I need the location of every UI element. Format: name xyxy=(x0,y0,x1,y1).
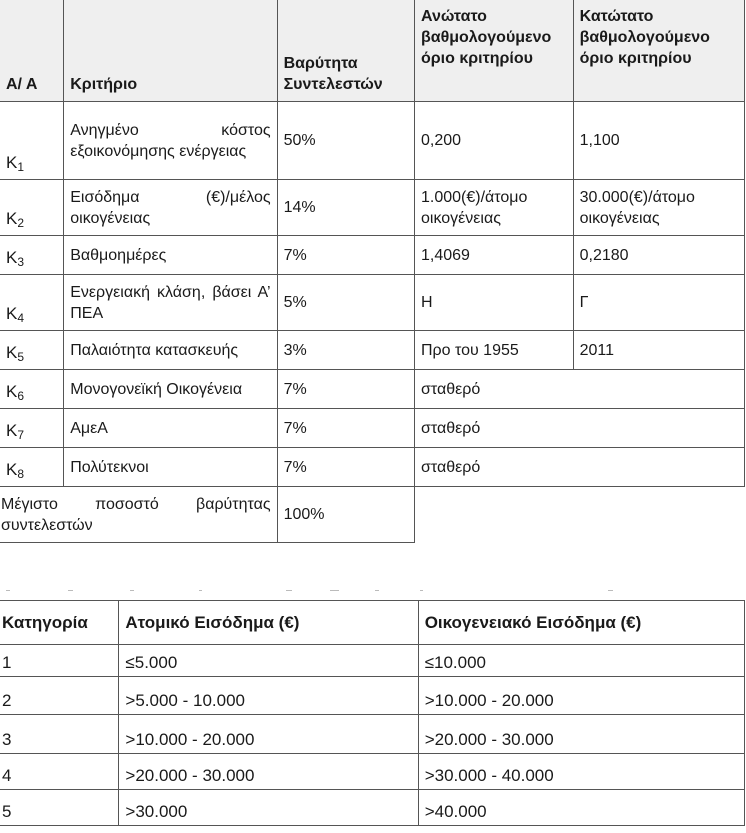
criteria-row xyxy=(0,331,745,370)
criterion-upper: 1,4069 xyxy=(414,236,573,275)
criterion-weight: 3% xyxy=(277,331,414,370)
criterion-fixed: σταθερό xyxy=(414,370,744,409)
criterion-id: $K_2$ xyxy=(0,180,64,236)
criterion-upper: 0,200 xyxy=(414,102,573,180)
criterion-lower: 0,2180 xyxy=(573,236,744,275)
income-category: 3 xyxy=(0,715,119,754)
header-id: Α/ Α xyxy=(0,0,64,102)
criteria-row xyxy=(0,275,745,331)
income-category: 2 xyxy=(0,677,119,715)
income-row xyxy=(0,754,745,790)
cropped-text-line xyxy=(0,588,746,594)
criterion-id: $K_8$ xyxy=(0,448,64,487)
income-family: >10.000 - 20.000 xyxy=(418,677,744,715)
criterion-upper: 1.000(€)/άτομο οικογένειας xyxy=(414,180,573,236)
criteria-row xyxy=(0,370,745,409)
income-individual: >20.000 - 30.000 xyxy=(119,754,418,790)
criterion-weight: 7% xyxy=(277,370,414,409)
header-lower-limit: Κατώτατο βαθμολογούμενο όριο κριτηρίου xyxy=(573,0,744,102)
income-family: ≤10.000 xyxy=(418,645,744,677)
income-family: >30.000 - 40.000 xyxy=(418,754,744,790)
income-category: 4 xyxy=(0,754,119,790)
criteria-header-row xyxy=(0,0,745,102)
criterion-name: Εισόδημα (€)/μέλος οικογένειας xyxy=(64,180,277,236)
criterion-weight: 7% xyxy=(277,236,414,275)
criterion-fixed: σταθερό xyxy=(414,409,744,448)
criterion-weight: 7% xyxy=(277,448,414,487)
income-table xyxy=(0,600,745,826)
criterion-name: ΑμεΑ xyxy=(64,409,277,448)
criterion-lower: 2011 xyxy=(573,331,744,370)
criterion-name: Ανηγμένο κόστος εξοικονόμησης ενέργειας xyxy=(64,102,277,180)
criterion-name: Πολύτεκνοι xyxy=(64,448,277,487)
income-individual: >10.000 - 20.000 xyxy=(119,715,418,754)
criteria-total-row xyxy=(0,487,745,543)
total-empty xyxy=(414,487,744,543)
criterion-name: Παλαιότητα κατασκευής xyxy=(64,331,277,370)
criterion-name: Ενεργειακή κλάση, βάσει Α’ ΠΕΑ xyxy=(64,275,277,331)
criteria-row xyxy=(0,180,745,236)
total-label: Μέγιστο ποσοστό βαρύτητας συντελεστών xyxy=(0,487,277,543)
criterion-name: Μονογονεϊκή Οικογένεια xyxy=(64,370,277,409)
criterion-id: $K_4$ xyxy=(0,275,64,331)
income-row xyxy=(0,790,745,826)
criterion-weight: 50% xyxy=(277,102,414,180)
header-weight: Βαρύτητα Συντελεστών xyxy=(277,0,414,102)
income-row xyxy=(0,677,745,715)
income-family: >20.000 - 30.000 xyxy=(418,715,744,754)
criterion-upper: Η xyxy=(414,275,573,331)
total-weight: 100% xyxy=(277,487,414,543)
criteria-row xyxy=(0,448,745,487)
header-upper-limit: Ανώτατο βαθμολογούμενο όριο κριτηρίου xyxy=(414,0,573,102)
income-category: 1 xyxy=(0,645,119,677)
income-row xyxy=(0,715,745,754)
income-individual: ≤5.000 xyxy=(119,645,418,677)
criterion-weight: 5% xyxy=(277,275,414,331)
criterion-lower: Γ xyxy=(573,275,744,331)
income-individual: >5.000 - 10.000 xyxy=(119,677,418,715)
criteria-row xyxy=(0,409,745,448)
criterion-fixed: σταθερό xyxy=(414,448,744,487)
income-family: >40.000 xyxy=(418,790,744,826)
criterion-name: Βαθμοημέρες xyxy=(64,236,277,275)
header-criterion: Κριτήριο xyxy=(64,0,277,102)
criterion-lower: 30.000(€)/άτομο οικογένειας xyxy=(573,180,744,236)
criterion-id: $K_1$ xyxy=(0,102,64,180)
income-category: 5 xyxy=(0,790,119,826)
criterion-weight: 7% xyxy=(277,409,414,448)
criterion-upper: Προ του 1955 xyxy=(414,331,573,370)
criterion-id: $K_6$ xyxy=(0,370,64,409)
criterion-lower: 1,100 xyxy=(573,102,744,180)
criterion-id: $K_7$ xyxy=(0,409,64,448)
income-row xyxy=(0,645,745,677)
criterion-id: $K_3$ xyxy=(0,236,64,275)
criterion-weight: 14% xyxy=(277,180,414,236)
criterion-id: $K_5$ xyxy=(0,331,64,370)
header-category: Κατηγορία xyxy=(0,601,119,645)
criteria-row xyxy=(0,102,745,180)
header-family-income: Οικογενειακό Εισόδημα (€) xyxy=(418,601,744,645)
income-header-row xyxy=(0,601,745,645)
header-individual-income: Ατομικό Εισόδημα (€) xyxy=(119,601,418,645)
criteria-row xyxy=(0,236,745,275)
income-individual: >30.000 xyxy=(119,790,418,826)
